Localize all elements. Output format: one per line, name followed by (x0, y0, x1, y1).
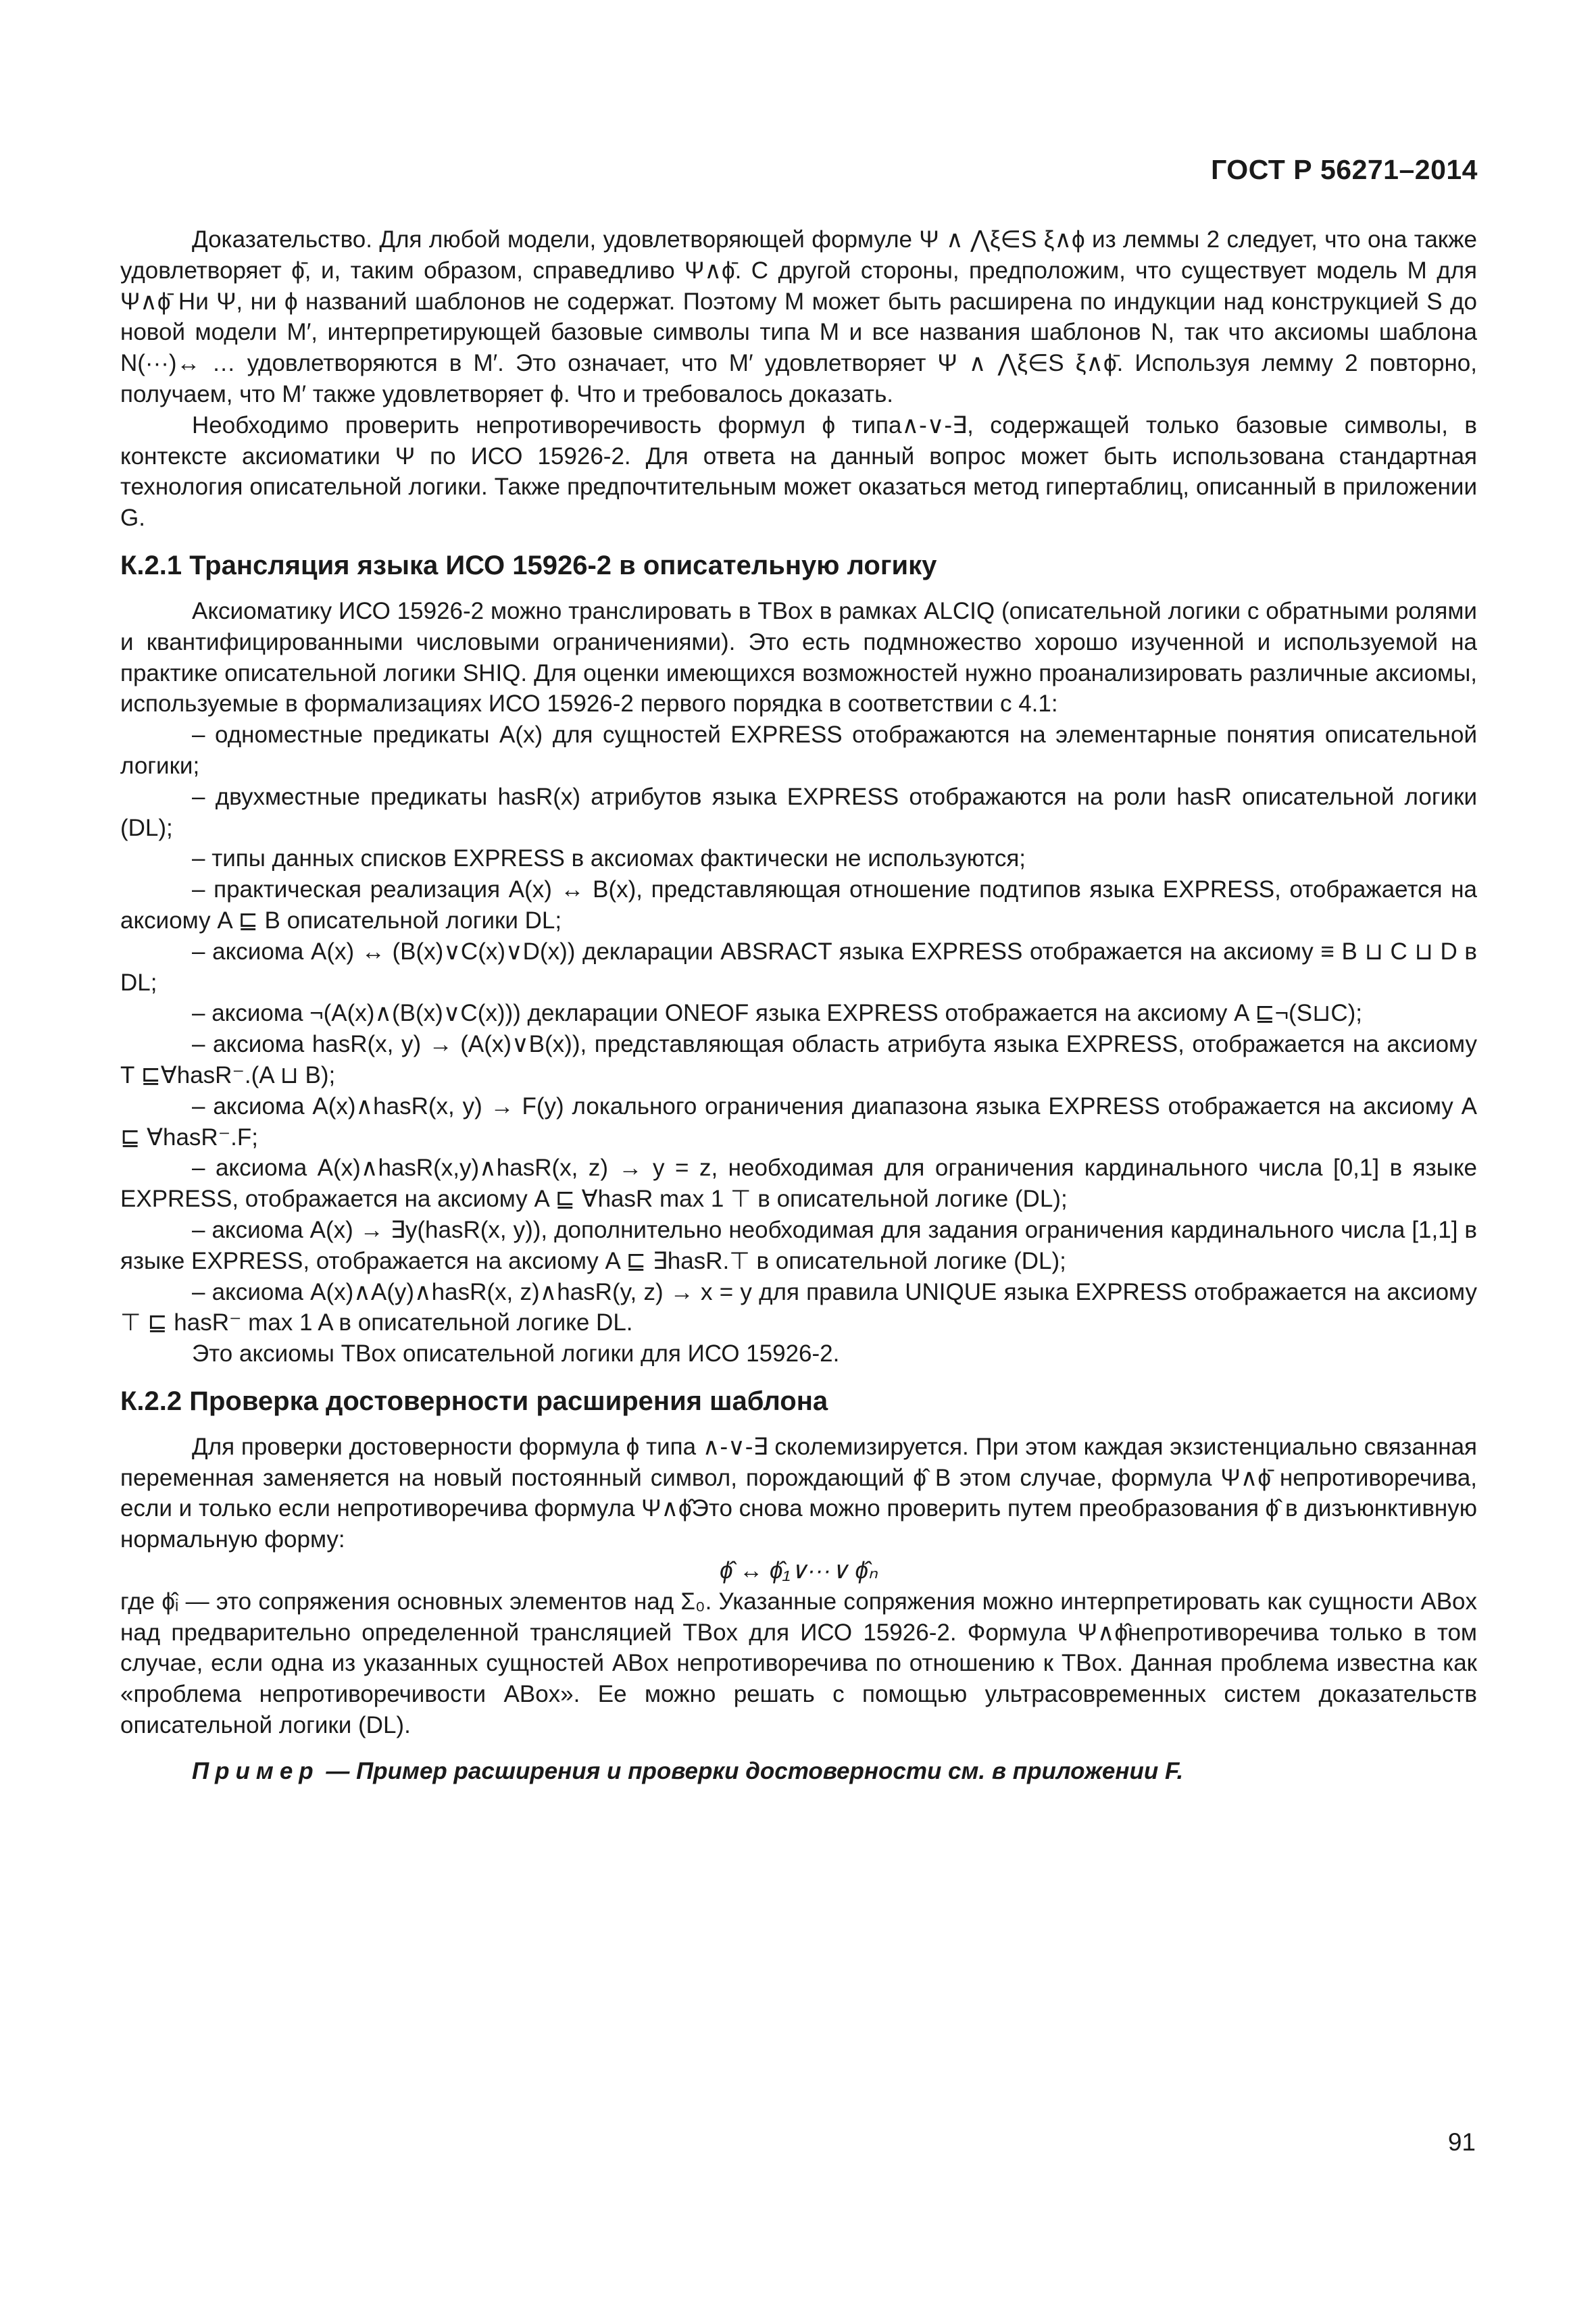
page-number: 91 (1447, 2128, 1476, 2156)
doc-code-header: ГОСТ Р 56271–2014 (1211, 154, 1478, 185)
list-item: – одноместные предикаты A(x) для сущностей EXPRESS отображаются на элементарные понятия описательной логики; (120, 722, 1477, 779)
example-label: Пример (192, 1757, 320, 1784)
list-item: – аксиома A(x)∧A(y)∧hasR(x, z)∧hasR(y, z) → x = y для правила UNIQUE языка EXPRESS отображается на аксиому ⊤ ⊑ hasR⁻ max 1 A в описательной логике DL. (120, 1278, 1477, 1336)
list-item: – двухместные предикаты hasR(x) атрибутов языка EXPRESS отображаются на роли hasR описательной логики (DL); (120, 783, 1477, 841)
paragraph-abox: где ϕ̂ᵢ — это сопряжения основных элементов над Σ₀. Указанные сопряжения можно интерпретировать как сущности ABox над предварительно определенной трансляцией TBox для ИСО 15926-2. Формула Ψ∧ϕ̂непротиворечива только в том случае, если одна из указанных сущностей ABox непротиворечива по отношению к TBox. Данная проблема известна как «проблема непротиворечивости ABox». Ее можно решать с помощью ультрасовременных систем доказательств описательной логики (DL). (120, 1588, 1477, 1739)
list-item: – типы данных списков EXPRESS в аксиомах фактически не используются; (192, 845, 1026, 872)
section-heading-k22: К.2.2 Проверка достоверности расширения шаблона (120, 1386, 828, 1416)
list-item: – аксиома hasR(x, y) → (A(x)∨B(x)), представляющая область атрибута языка EXPRESS, отображается на аксиому T ⊑∀hasR⁻.(A ⊔ B); (120, 1031, 1477, 1088)
section-heading-k21: К.2.1 Трансляция языка ИСО 15926-2 в описательную логику (120, 550, 937, 580)
example-note (120, 1756, 1477, 1787)
list-item: – аксиома A(x)∧hasR(x,y)∧hasR(x, z) → y = z, необходимая для ограничения кардинального числа [0,1] в языке EXPRESS, отображается на аксиому A ⊑ ∀hasR max 1 ⊤ в описательной логике (DL); (120, 1155, 1477, 1213)
list-item: – аксиома A(x) ↔ (B(x)∨C(x)∨D(x)) декларации ABSRACT языка EXPRESS отображается на аксиому ≡ B ⊔ C ⊔ D в DL; (120, 938, 1477, 996)
list-item: – аксиома ¬(A(x)∧(B(x)∨C(x))) декларации ONEOF языка EXPRESS отображается на аксиому A ⊑¬(S⊔C); (192, 1000, 1363, 1027)
paragraph-validity: Для проверки достоверности формула ϕ типа ∧-∨-∃ сколемизируется. При этом каждая экзистенциально связанная переменная заменяется на новый постоянный символ, порождающий ϕ̂ В этом случае, формула Ψ∧ϕ̄ непротиворечива, если и только если непротиворечива формула Ψ∧ϕ̂Это снова можно проверить путем преобразования ϕ̂ в дизъюнктивную нормальную форму: (120, 1433, 1477, 1553)
paragraph-proof: Доказательство. Для любой модели, удовлетворяющей формуле Ψ ∧ ⋀ξ∈S ξ∧ϕ из леммы 2 следует, что она также удовлетворяет ϕ̄, и, таким образом, справедливо Ψ∧ϕ̄. С другой стороны, предположим, что существует модель M для Ψ∧ϕ̄ Ни Ψ, ни ϕ названий шаблонов не содержат. Поэтому M может быть расширена по индукции над конструкцией S до новой модели M′, интерпретирующей базовые символы типа M и все названия шаблонов N, так что аксиомы шаблона N(···)↔ … удовлетворяются в M′. Это означает, что M′ удовлетворяет Ψ ∧ ⋀ξ∈S ξ∧ϕ̄. Используя лемму 2 повторно, получаем, что M′ также удовлетворяет ϕ. Что и требовалось доказать. (120, 226, 1477, 407)
document-body (120, 224, 1477, 1787)
example-text: — Пример расширения и проверки достоверности см. в приложении F. (319, 1757, 1184, 1784)
paragraph-tbox-summary: Это аксиомы TBox описательной логики для ИСО 15926-2. (192, 1340, 840, 1367)
paragraph-axiomatics: Аксиоматику ИСО 15926-2 можно транслировать в TBox в рамках ALCIQ (описательной логики с обратными ролями и квантифицированными числовыми ограничениями). Это есть подмножество хорошо изученной и используемой на практике описательной логики SHIQ. Для оценки имеющихся возможностей нужно проанализировать различные аксиомы, используемые в формализациях ИСО 15926-2 первого порядка в соответствии с 4.1: (120, 597, 1477, 718)
list-item: – практическая реализация A(x) ↔ B(x), представляющая отношение подтипов языка EXPRESS, отображается на аксиому A ⊑ B описательной логики DL; (120, 876, 1477, 934)
list-item: – аксиома A(x)∧hasR(x, y) → F(y) локального ограничения диапазона языка EXPRESS отображается на аксиому A ⊑ ∀hasR⁻.F; (120, 1092, 1477, 1151)
formula-dnf: ϕ̂ ↔ ϕ̂₁∨···∨ ϕ̂ₙ (720, 1557, 878, 1584)
list-item: – аксиома A(x) → ∃y(hasR(x, y)), дополнительно необходимая для задания ограничения кардинального числа [1,1] в языке EXPRESS, отображается на аксиому A ⊑ ∃hasR.⊤ в описательной логике (DL); (120, 1216, 1477, 1274)
paragraph-consistency: Необходимо проверить непротиворечивость формул ϕ типа∧-∨-∃, содержащей только базовые символы, в контексте аксиоматики Ψ по ИСО 15926-2. Для ответа на данный вопрос может быть использована стандартная технология описательной логики. Также предпочтительным может оказаться метод гипертаблиц, описанный в приложении G. (120, 411, 1477, 532)
